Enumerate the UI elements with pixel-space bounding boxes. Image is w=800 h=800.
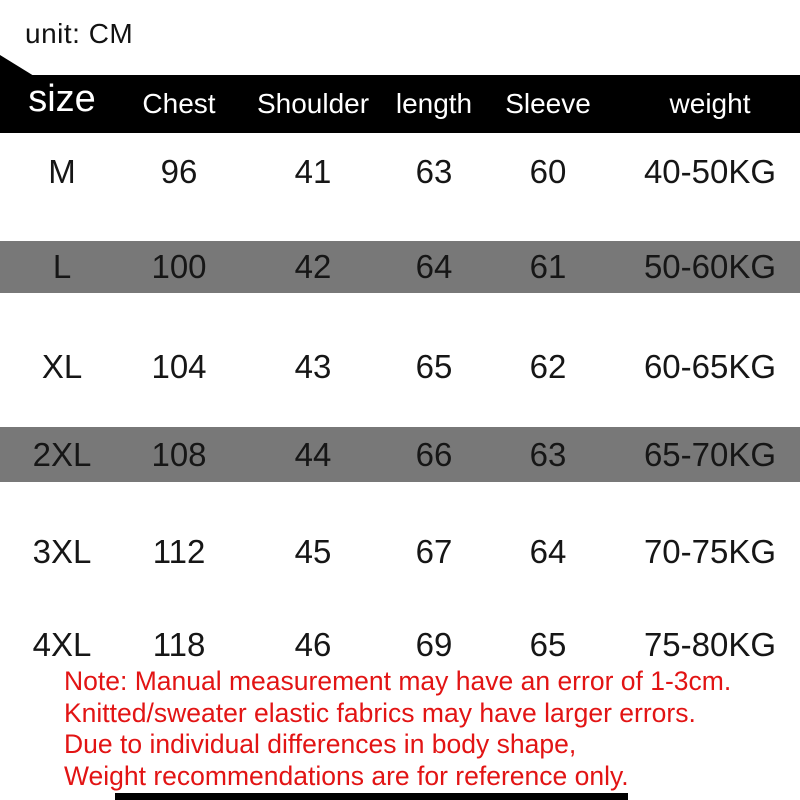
column-header-size: size — [28, 77, 96, 120]
size-value: M — [48, 153, 76, 190]
note-line-3: Due to individual differences in body shape, — [64, 729, 577, 759]
table-row-2xl — [0, 427, 800, 482]
length-value: 66 — [415, 435, 453, 473]
column-header-shoulder: Shoulder — [256, 88, 370, 119]
table-row-xl — [0, 341, 800, 393]
note-line-4: Weight recommendations are for reference only. — [64, 760, 629, 791]
size-value: 3XL — [32, 533, 92, 570]
column-header-sleeve: Sleeve — [505, 88, 591, 119]
weight-value: 40-50KG — [643, 153, 777, 190]
note-line-2: Knitted/sweater elastic fabrics may have larger errors. — [64, 697, 696, 728]
weight-value: 65-70KG — [643, 435, 777, 473]
table-row-4xl — [0, 619, 800, 671]
column-header-chest: Chest — [142, 88, 216, 119]
chest-value: 118 — [152, 626, 206, 663]
length-value: 64 — [415, 248, 453, 285]
shoulder-value: 46 — [294, 626, 332, 663]
sleeve-value: 60 — [529, 153, 567, 190]
chest-value: 100 — [151, 248, 207, 285]
column-header-weight: weight — [669, 88, 751, 119]
size-value: 2XL — [32, 435, 92, 473]
table-row-3xl — [0, 526, 800, 578]
size-value: L — [52, 248, 72, 285]
measurement-notes — [64, 666, 731, 792]
size-value: 4XL — [32, 626, 92, 663]
sleeve-value: 65 — [529, 626, 567, 663]
weight-value: 60-65KG — [643, 348, 777, 385]
table-row-l — [0, 241, 800, 293]
sleeve-value: 64 — [529, 533, 567, 570]
length-value: 69 — [415, 626, 453, 663]
size-value: XL — [41, 348, 83, 385]
note-line-1: Note: Manual measurement may have an error of 1-3cm. — [64, 666, 732, 696]
sleeve-value: 61 — [529, 248, 567, 285]
chest-value: 112 — [152, 533, 206, 570]
chest-value: 96 — [160, 153, 198, 190]
length-value: 63 — [415, 153, 453, 190]
shoulder-value: 43 — [294, 348, 332, 385]
sleeve-value: 63 — [529, 435, 567, 473]
length-value: 67 — [415, 533, 453, 570]
weight-value: 75-80KG — [643, 626, 777, 663]
unit-label: unit: CM — [25, 18, 134, 49]
chest-value: 104 — [151, 348, 207, 385]
shoulder-value: 45 — [294, 533, 332, 570]
column-header-length: length — [395, 88, 473, 119]
header-corner-shape — [0, 55, 34, 76]
weight-value: 50-60KG — [643, 248, 777, 285]
shoulder-value: 41 — [294, 153, 332, 190]
shoulder-value: 44 — [294, 435, 332, 473]
table-row-m — [0, 146, 800, 198]
weight-value: 70-75KG — [643, 533, 777, 570]
shoulder-value: 42 — [294, 248, 332, 285]
length-value: 65 — [415, 348, 453, 385]
bottom-partial-bar — [115, 793, 628, 800]
table-header-row — [0, 75, 800, 133]
chest-value: 108 — [151, 435, 207, 473]
sleeve-value: 62 — [529, 348, 567, 385]
